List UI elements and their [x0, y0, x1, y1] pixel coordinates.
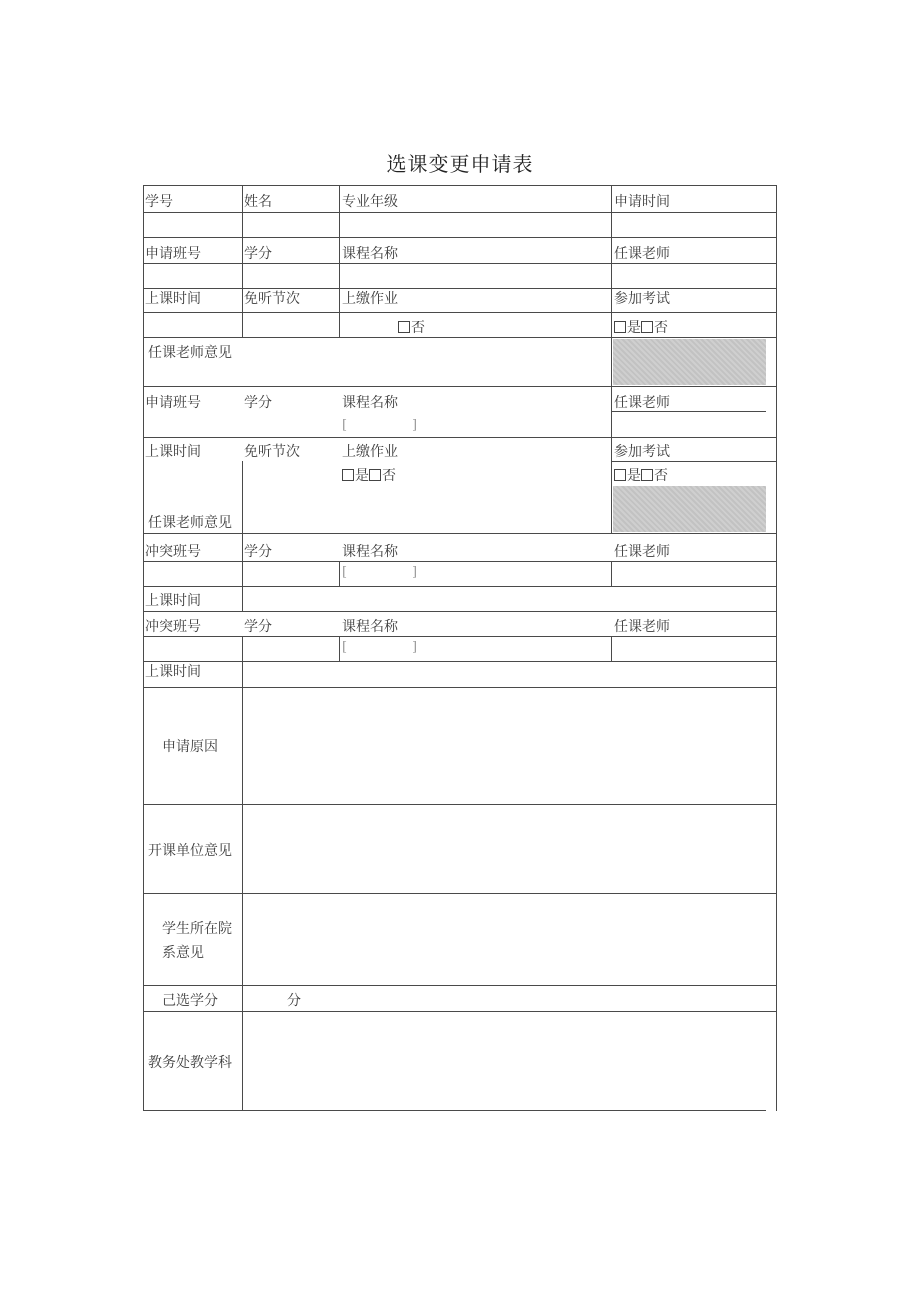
rule [611, 411, 766, 412]
checkbox-no-label: 否 [654, 468, 668, 484]
label-class-time: 上课时间 [145, 291, 201, 307]
rule [339, 561, 340, 586]
bracket-close: ] [412, 565, 418, 580]
label-credit: 学分 [244, 619, 272, 635]
credit-unit: 分 [287, 993, 301, 1009]
checkbox-no-label: 否 [654, 320, 668, 336]
label-conflict-class-no: 冲突班号 [145, 619, 201, 635]
exam-option [614, 468, 668, 484]
rule [143, 212, 777, 213]
rule [143, 893, 777, 894]
checkbox-yes-label: 是 [355, 468, 369, 484]
rule [143, 237, 777, 238]
bracket-open: [ [342, 418, 348, 433]
bracket-open: [ [342, 565, 348, 580]
label-apply-time: 申请时间 [614, 194, 670, 210]
checkbox-no[interactable] [369, 469, 381, 481]
rule [611, 461, 777, 462]
rule [143, 586, 777, 587]
label-credit: 学分 [244, 395, 272, 411]
rule [143, 1110, 766, 1111]
label-course-name: 课程名称 [342, 246, 398, 262]
label-teacher: 任课老师 [614, 246, 670, 262]
label-teacher-opinion: 任课老师意见 [148, 515, 232, 531]
rule [143, 804, 777, 805]
bracket-close: ] [412, 640, 418, 655]
checkbox-no[interactable] [641, 321, 653, 333]
label-course-name: 课程名称 [342, 395, 398, 411]
rule [143, 312, 777, 313]
label-credit: 学分 [244, 246, 272, 262]
rule [339, 636, 340, 661]
label-exempt-sessions: 免听节次 [244, 444, 300, 460]
rule [143, 636, 777, 637]
checkbox-no-label: 否 [411, 320, 425, 336]
rule [611, 561, 612, 586]
label-student-id: 学号 [145, 194, 173, 210]
label-teacher: 任课老师 [614, 544, 670, 560]
label-class-time: 上课时间 [145, 664, 201, 680]
form-title: 选课变更申请表 [386, 152, 534, 176]
rule [143, 561, 777, 562]
label-course-name: 课程名称 [342, 619, 398, 635]
label-name: 姓名 [244, 194, 272, 210]
label-academic-affairs: 教务处教学科 [148, 1055, 232, 1071]
rule [143, 985, 777, 986]
label-class-time: 上课时间 [145, 593, 201, 609]
checkbox-yes[interactable] [614, 321, 626, 333]
label-reason: 申请原因 [162, 739, 218, 755]
rule [143, 185, 144, 1111]
checkbox-yes-label: 是 [627, 320, 641, 336]
label-selected-credits: 己选学分 [162, 993, 218, 1009]
label-course-name: 课程名称 [342, 544, 398, 560]
rule [143, 1011, 777, 1012]
rule [242, 636, 243, 1111]
checkbox-yes[interactable] [614, 469, 626, 481]
checkbox-no[interactable] [641, 469, 653, 481]
rule [143, 437, 777, 438]
homework-option [342, 468, 396, 484]
checkbox-no-label: 否 [382, 468, 396, 484]
rule [143, 288, 777, 289]
homework-option [398, 320, 425, 336]
rule [611, 636, 612, 661]
rule [143, 337, 777, 338]
bracket-close: ] [412, 418, 418, 433]
label-submit-homework: 上缴作业 [342, 444, 398, 460]
rule [339, 185, 340, 338]
checkbox-no[interactable] [398, 321, 410, 333]
rule [143, 263, 777, 264]
label-take-exam: 参加考试 [614, 291, 670, 307]
label-submit-homework: 上缴作业 [342, 291, 398, 307]
rule [143, 687, 777, 688]
rule [242, 461, 243, 611]
label-credit: 学分 [244, 544, 272, 560]
rule [143, 661, 777, 662]
rule [143, 386, 777, 387]
label-class-time: 上课时间 [145, 444, 201, 460]
label-dept-opinion-line2: 系意见 [162, 945, 204, 961]
label-teacher-opinion: 任课老师意见 [148, 345, 232, 361]
label-apply-class-no: 申请班号 [145, 246, 201, 262]
checkbox-yes[interactable] [342, 469, 354, 481]
checkbox-yes-label: 是 [627, 468, 641, 484]
bracket-open: [ [342, 640, 348, 655]
rule [611, 185, 612, 534]
shaded-cell [613, 339, 766, 385]
rule [776, 185, 777, 1111]
label-take-exam: 参加考试 [614, 444, 670, 460]
label-unit-opinion: 开课单位意见 [148, 843, 232, 859]
label-conflict-class-no: 冲突班号 [145, 544, 201, 560]
exam-option [614, 320, 668, 336]
rule [143, 611, 777, 612]
shaded-cell [613, 486, 766, 532]
label-teacher: 任课老师 [614, 619, 670, 635]
rule [143, 185, 777, 186]
label-major-grade: 专业年级 [342, 194, 398, 210]
label-exempt-sessions: 免听节次 [244, 291, 300, 307]
rule [242, 185, 243, 338]
label-teacher: 任课老师 [614, 395, 670, 411]
label-apply-class-no: 申请班号 [145, 395, 201, 411]
rule [143, 533, 777, 534]
label-dept-opinion-line1: 学生所在院 [162, 921, 232, 937]
